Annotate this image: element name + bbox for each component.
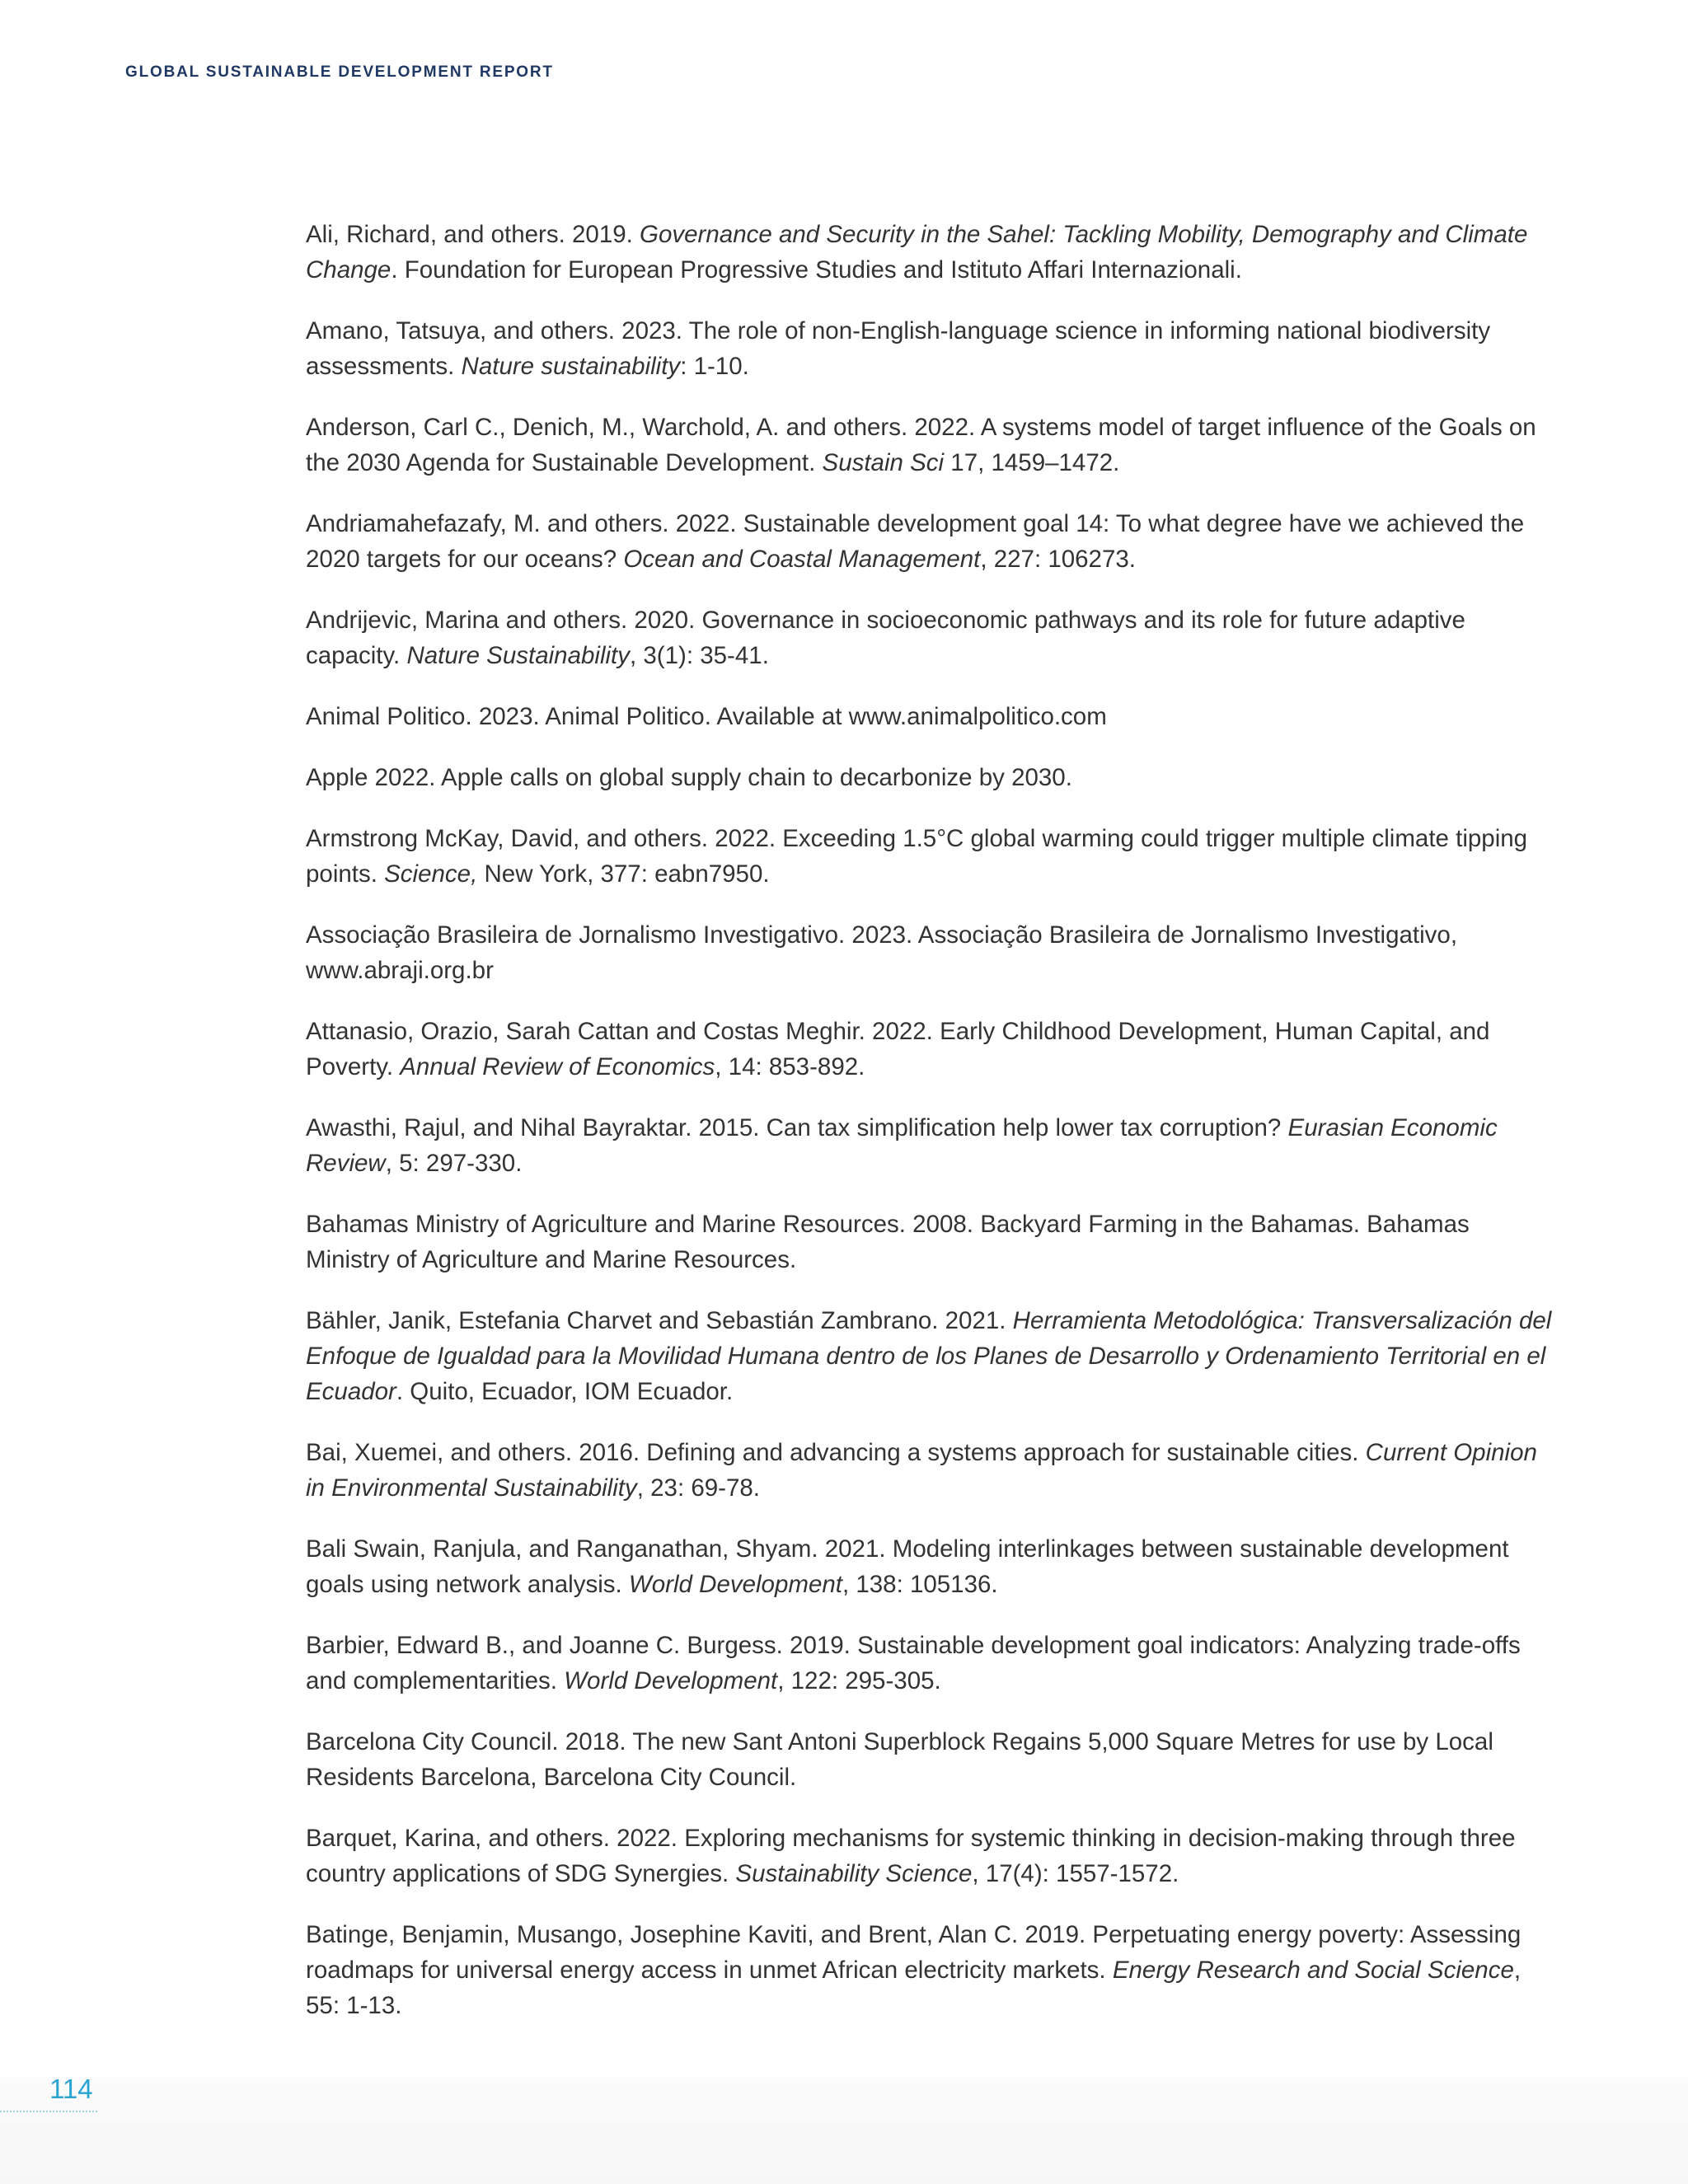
reference-entry	[306, 1014, 1559, 1085]
reference-italic-title: Annual Review of Economics	[400, 1053, 715, 1080]
reference-text-end: 17, 1459–1472.	[944, 449, 1120, 476]
reference-text: Animal Politico. 2023. Animal Politico. Available at www.animalpolitico.com	[306, 703, 1107, 730]
reference-italic-title: Governance and Security in the Sahel: Tackling Mobility, Demography and Climate Change	[306, 221, 1528, 284]
reference-text: Awasthi, Rajul, and Nihal Bayraktar. 2015. Can tax simplification help lower tax corruption?	[306, 1114, 1288, 1141]
reference-text: Bähler, Janik, Estefania Charvet and Sebastián Zambrano. 2021.	[306, 1307, 1013, 1334]
reference-entry	[306, 1110, 1559, 1181]
reference-text: Barcelona City Council. 2018. The new Sant Antoni Superblock Regains 5,000 Square Metres for use by Local Residents Barcelona, Barcelona City Council.	[306, 1728, 1493, 1791]
reference-italic-title: Sustain Sci	[822, 449, 945, 476]
reference-text: Attanasio, Orazio, Sarah Cattan and Costas Meghir. 2022. Early Childhood Development, Human Capital, and Poverty.	[306, 1018, 1490, 1080]
reference-entry	[306, 760, 1559, 795]
reference-entry	[306, 917, 1559, 988]
reference-entry	[306, 1917, 1559, 2023]
reference-italic-title: Science,	[384, 860, 478, 888]
reference-italic-title: Energy Research and Social Science	[1112, 1957, 1514, 1984]
reference-entry	[306, 506, 1559, 577]
reference-entry	[306, 821, 1559, 892]
reference-italic-title: World Development	[564, 1667, 778, 1694]
running-header: GLOBAL SUSTAINABLE DEVELOPMENT REPORT	[125, 63, 554, 81]
reference-text-end: , 23: 69-78.	[636, 1474, 760, 1502]
reference-text-end: New York, 377: eabn7950.	[477, 860, 770, 888]
reference-text-end: , 138: 105136.	[842, 1571, 998, 1598]
reference-text-end: , 122: 295-305.	[777, 1667, 941, 1694]
reference-entry	[306, 602, 1559, 673]
reference-text-end: , 55: 1-13.	[306, 1957, 1522, 2019]
reference-text: Barbier, Edward B., and Joanne C. Burgess. 2019. Sustainable development goal indicators: Analyzing trade-offs and complementarities.	[306, 1632, 1521, 1694]
reference-text-end: , 17(4): 1557-1572.	[972, 1860, 1179, 1887]
reference-text: Armstrong McKay, David, and others. 2022. Exceeding 1.5°C global warming could trigger multiple climate tipping points.	[306, 825, 1528, 888]
reference-italic-title: Sustainability Science	[735, 1860, 973, 1887]
reference-text: Andrijevic, Marina and others. 2020. Governance in socioeconomic pathways and its role for future adaptive capacity.	[306, 607, 1465, 669]
reference-italic-title: Current Opinion in Environmental Sustainability	[306, 1439, 1537, 1502]
reference-text: Amano, Tatsuya, and others. 2023. The role of non-English-language science in informing national biodiversity assessments.	[306, 317, 1491, 380]
reference-entry	[306, 1435, 1559, 1506]
reference-text: Ali, Richard, and others. 2019.	[306, 221, 640, 248]
reference-text-end: , 227: 106273.	[980, 546, 1136, 573]
page-number-divider	[0, 2111, 97, 2112]
reference-text-end: , 3(1): 35-41.	[630, 642, 769, 669]
reference-italic-title: Herramienta Metodológica: Transversalización del Enfoque de Igualdad para la Movilidad Humana dentro de los Planes de Desarrollo y Ordenamiento Territorial en el Ecuador	[306, 1307, 1552, 1405]
reference-entry	[306, 1821, 1559, 1891]
reference-text-end: , 5: 297-330.	[385, 1150, 523, 1177]
reference-entry	[306, 699, 1559, 734]
reference-list	[306, 217, 1559, 2049]
reference-entry	[306, 1303, 1559, 1409]
reference-italic-title: World Development	[628, 1571, 842, 1598]
reference-text: Bali Swain, Ranjula, and Ranganathan, Shyam. 2021. Modeling interlinkages between sustainable development goals using network analysis.	[306, 1535, 1509, 1598]
reference-text: Apple 2022. Apple calls on global supply chain to decarbonize by 2030.	[306, 764, 1072, 791]
reference-text-end: : 1-10.	[680, 353, 749, 380]
reference-text: Associação Brasileira de Jornalismo Investigativo. 2023. Associação Brasileira de Jornalismo Investigativo, www.abraji.org.br	[306, 921, 1458, 984]
reference-entry	[306, 313, 1559, 384]
reference-entry	[306, 217, 1559, 288]
reference-text: Bai, Xuemei, and others. 2016. Defining and advancing a systems approach for sustainable cities.	[306, 1439, 1366, 1466]
reference-text: Anderson, Carl C., Denich, M., Warchold, A. and others. 2022. A systems model of target influence of the Goals on the 2030 Agenda for Sustainable Development.	[306, 414, 1536, 476]
reference-entry	[306, 410, 1559, 480]
reference-entry	[306, 1724, 1559, 1795]
reference-text: Andriamahefazafy, M. and others. 2022. Sustainable development goal 14: To what degree have we achieved the 2020 targets for our oceans?	[306, 510, 1525, 573]
reference-text-end: . Foundation for European Progressive Studies and Istituto Affari Internazionali.	[391, 256, 1242, 284]
reference-entry	[306, 1531, 1559, 1602]
reference-entry	[306, 1628, 1559, 1699]
reference-italic-title: Eurasian Economic Review	[306, 1114, 1498, 1177]
reference-entry	[306, 1207, 1559, 1277]
reference-italic-title: Nature sustainability	[461, 353, 681, 380]
reference-italic-title: Nature Sustainability	[406, 642, 630, 669]
reference-text: Batinge, Benjamin, Musango, Josephine Kaviti, and Brent, Alan C. 2019. Perpetuating energy poverty: Assessing roadmaps for universal energy access in unmet African electricity markets.	[306, 1921, 1522, 1984]
reference-text: Barquet, Karina, and others. 2022. Exploring mechanisms for systemic thinking in decision-making through three country applications of SDG Synergies.	[306, 1825, 1516, 1887]
reference-text: Bahamas Ministry of Agriculture and Marine Resources. 2008. Backyard Farming in the Bahamas. Bahamas Ministry of Agriculture and Marine Resources.	[306, 1211, 1470, 1273]
page-number: 114	[49, 2074, 93, 2104]
reference-text-end: . Quito, Ecuador, IOM Ecuador.	[396, 1378, 734, 1405]
reference-italic-title: Ocean and Coastal Management	[623, 546, 981, 573]
reference-text-end: , 14: 853-892.	[715, 1053, 865, 1080]
